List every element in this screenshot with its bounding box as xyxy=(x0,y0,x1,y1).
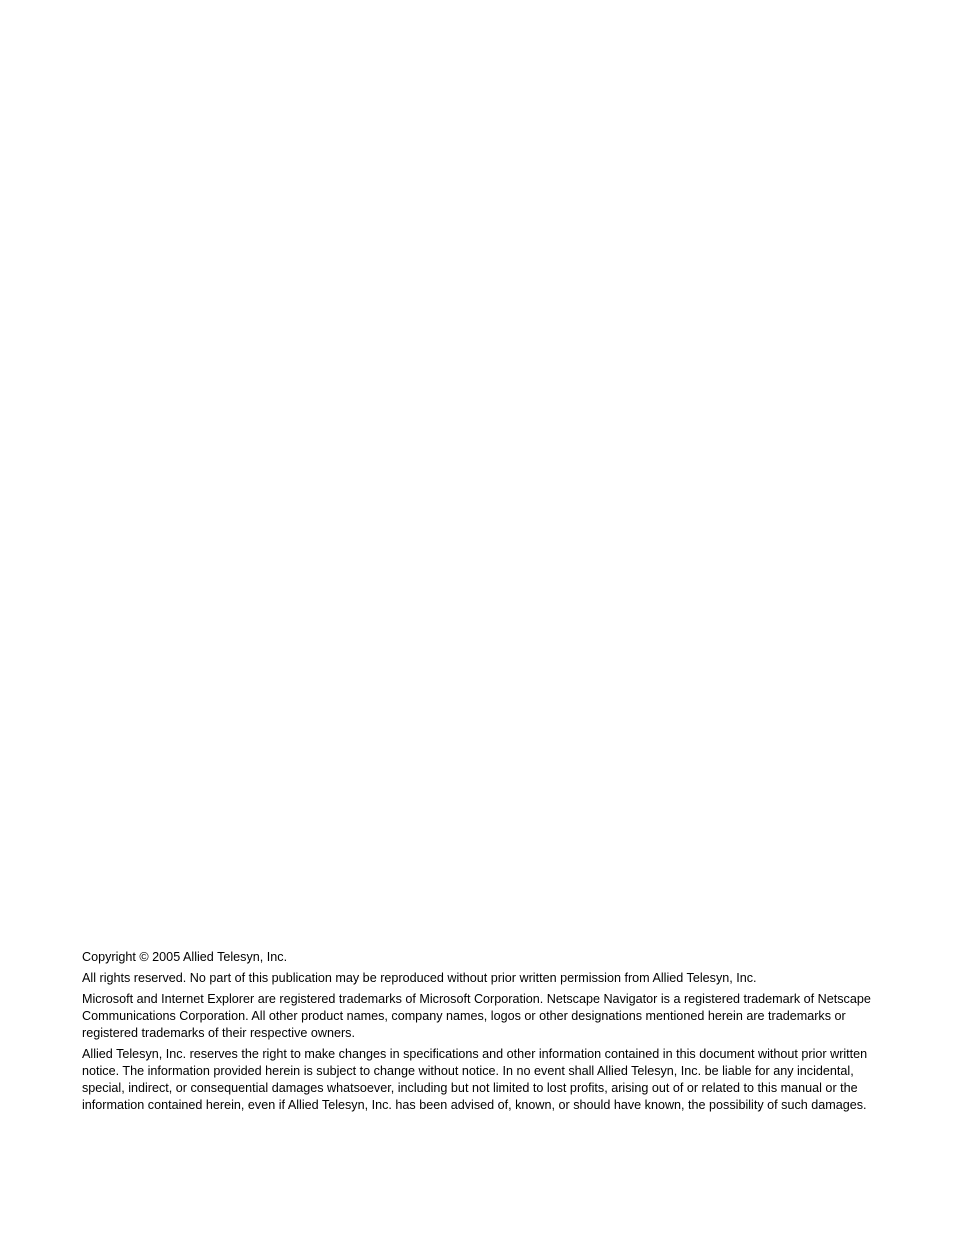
trademarks-paragraph: Microsoft and Internet Explorer are registered trademarks of Microsoft Corporation. Netscape Navigator is a registered trademark of Netscape Communications Corporation. All other product names, company names, logos or other designations mentioned herein are trademarks or registered trademarks of their respective owners. xyxy=(82,992,871,1040)
legal-notice xyxy=(82,949,872,1114)
rights-reserved-paragraph: All rights reserved. No part of this publication may be reproduced without prior written permission from Allied Telesyn, Inc. xyxy=(82,971,757,985)
copyright-line: Copyright © 2005 Allied Telesyn, Inc. xyxy=(82,950,288,964)
disclaimer-paragraph: Allied Telesyn, Inc. reserves the right to make changes in specifications and other information contained in this document without prior written notice. The information provided herein is subject to change without notice. In no event shall Allied Telesyn, Inc. be liable for any incidental, special, indirect, or consequential damages whatsoever, including but not limited to lost profits, arising out of or related to this manual or the information contained herein, even if Allied Telesyn, Inc. has been advised of, known, or should have known, the possibility of such damages. xyxy=(82,1047,868,1112)
